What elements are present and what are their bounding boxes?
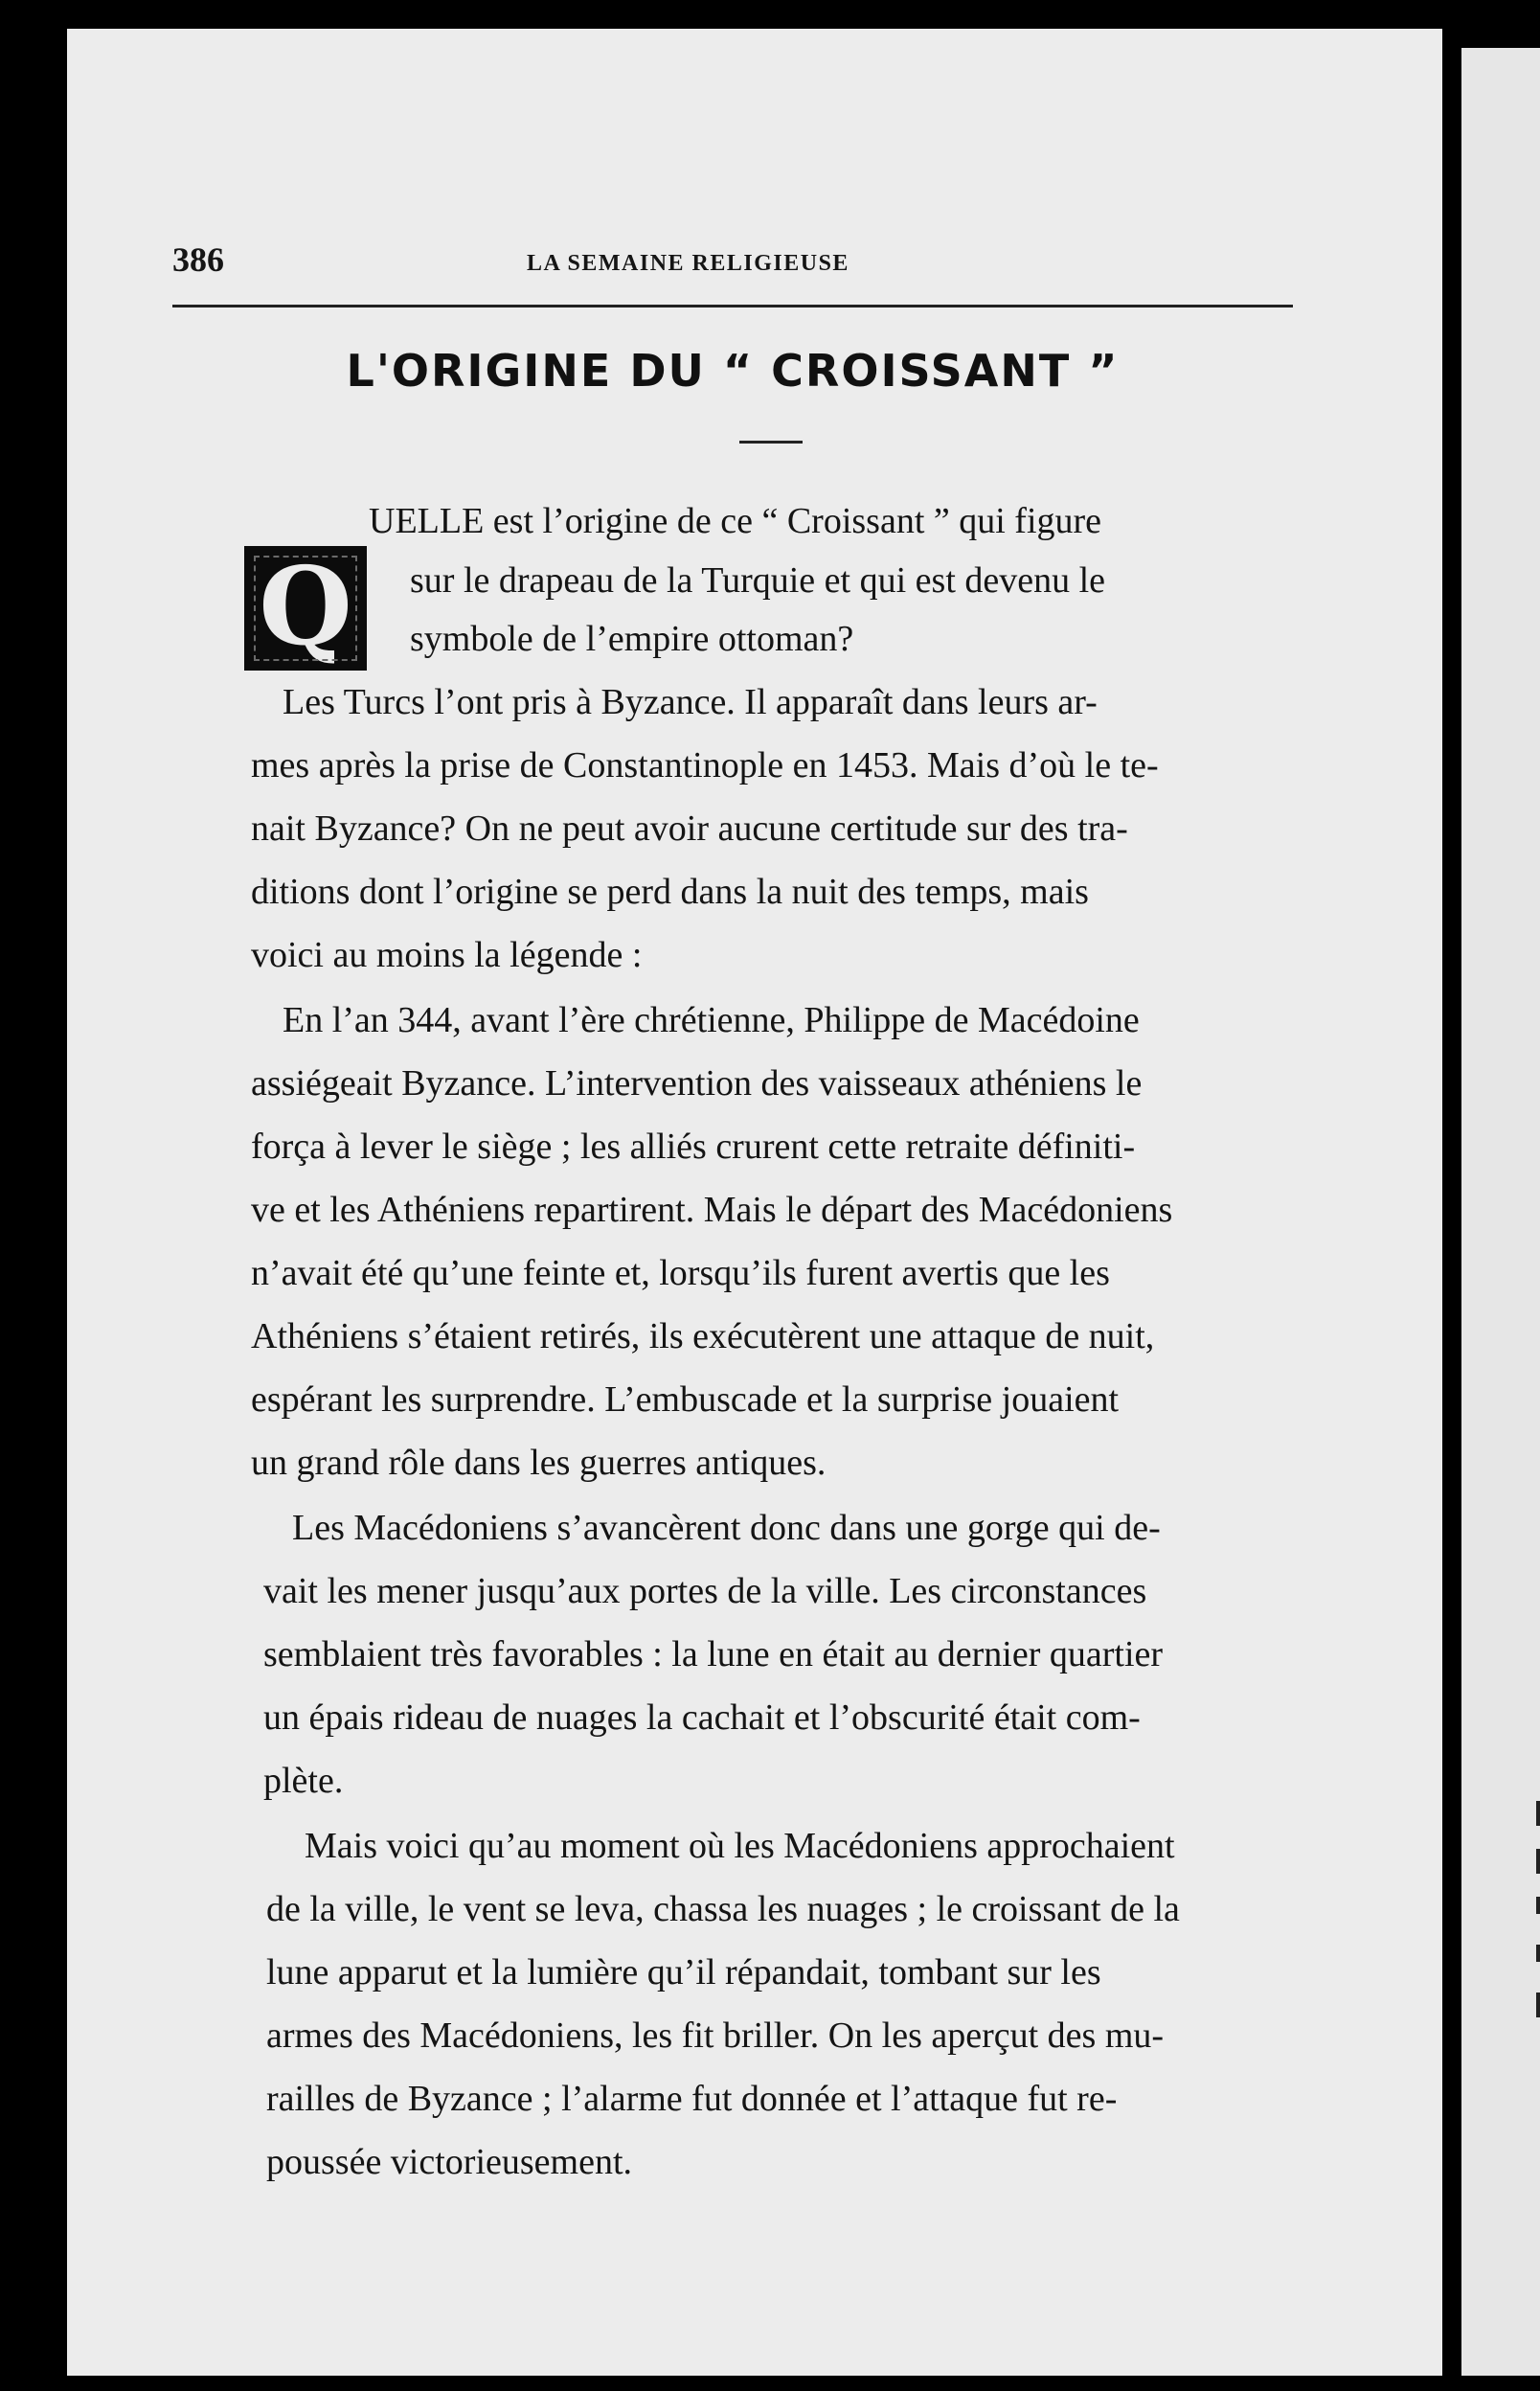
adjacent-text-fragment: [1536, 1945, 1540, 1962]
text-line: un épais rideau de nuages la cachait et l’obscurité était com-: [263, 1697, 1141, 1738]
text-line: railles de Byzance ; l’alarme fut donnée et l’attaque fut re-: [266, 2079, 1118, 2119]
adjacent-text-fragment: [1536, 1992, 1540, 2017]
text-line: Les Turcs l’ont pris à Byzance. Il apparaît dans leurs ar-: [283, 682, 1098, 722]
text-line: assiégeait Byzance. L’intervention des vaisseaux athéniens le: [251, 1063, 1143, 1104]
adjacent-page-edge: [1461, 48, 1540, 2376]
text-line: ve et les Athéniens repartirent. Mais le départ des Macédoniens: [251, 1190, 1173, 1230]
text-line: UELLE est l’origine de ce “ Croissant ” qui figure: [369, 501, 1102, 541]
adjacent-text-fragment: [1536, 1849, 1540, 1874]
text-line: un grand rôle dans les guerres antiques.: [251, 1443, 827, 1483]
running-title: LA SEMAINE RELIGIEUSE: [527, 251, 849, 276]
text-line: armes des Macédoniens, les fit briller. On les aperçut des mu-: [266, 2015, 1165, 2056]
text-line: poussée victorieusement.: [266, 2142, 633, 2182]
adjacent-text-fragment: [1536, 1897, 1540, 1914]
text-line: sur le drapeau de la Turquie et qui est devenu le: [410, 560, 1106, 601]
text-line: plète.: [263, 1761, 344, 1801]
text-line: ditions dont l’origine se perd dans la nuit des temps, mais: [251, 872, 1089, 912]
article-title: L'ORIGINE DU “ CROISSANT ”: [346, 345, 1120, 397]
page-number: 386: [172, 240, 224, 279]
text-line: vait les mener jusqu’aux portes de la ville. Les circonstances: [263, 1571, 1147, 1611]
text-line: En l’an 344, avant l’ère chrétienne, Philippe de Macédoine: [283, 1000, 1140, 1040]
text-line: mes après la prise de Constantinople en 1453. Mais d’où le te-: [251, 745, 1159, 786]
text-line: de la ville, le vent se leva, chassa les nuages ; le croissant de la: [266, 1889, 1180, 1929]
text-line: Athéniens s’étaient retirés, ils exécutèrent une attaque de nuit,: [251, 1316, 1155, 1356]
text-line: lune apparut et la lumière qu’il répandait, tombant sur les: [266, 1952, 1101, 1992]
title-separator: [739, 441, 803, 444]
text-line: semblaient très favorables : la lune en était au dernier quartier: [263, 1634, 1164, 1674]
text-line: espérant les surprendre. L’embuscade et la surprise jouaient: [251, 1379, 1120, 1420]
page-header: [172, 239, 1293, 287]
adjacent-text-fragment: [1536, 1801, 1540, 1826]
text-line: Mais voici qu’au moment où les Macédoniens approchaient: [305, 1826, 1175, 1866]
drop-cap: Q: [244, 546, 367, 671]
header-rule: [172, 305, 1293, 307]
text-line: Les Macédoniens s’avancèrent donc dans une gorge qui de-: [292, 1508, 1161, 1548]
text-line: força à lever le siège ; les alliés crurent cette retraite définiti-: [251, 1127, 1136, 1167]
text-line: symbole de l’empire ottoman?: [410, 619, 854, 659]
text-line: nait Byzance? On ne peut avoir aucune certitude sur des tra-: [251, 808, 1128, 849]
text-line: voici au moins la légende :: [251, 935, 643, 975]
text-line: n’avait été qu’une feinte et, lorsqu’ils furent avertis que les: [251, 1253, 1110, 1293]
